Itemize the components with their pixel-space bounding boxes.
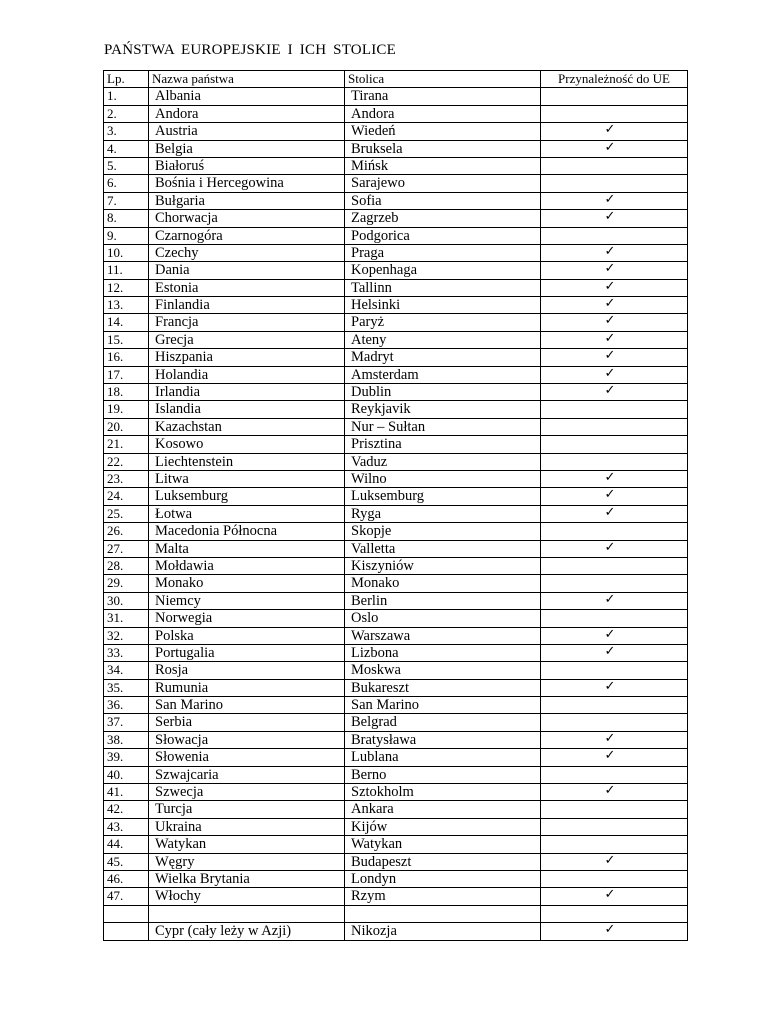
page-title: PAŃSTWA EUROPEJSKIE I ICH STOLICE <box>104 42 396 58</box>
country-name: Austria <box>149 123 345 140</box>
row-number: 4. <box>104 140 149 157</box>
row-number: 21. <box>104 436 149 453</box>
eu-membership-cell <box>541 749 688 766</box>
eu-membership-cell <box>541 227 688 244</box>
table-row <box>104 210 688 227</box>
capital-name: Warszawa <box>345 627 541 644</box>
checkmark-icon: ✓ <box>604 279 616 293</box>
table-row <box>104 314 688 331</box>
row-number: 15. <box>104 331 149 348</box>
checkmark-icon: ✓ <box>604 140 616 154</box>
eu-membership-cell <box>541 853 688 870</box>
row-number: 1. <box>104 88 149 105</box>
eu-membership-cell <box>541 905 688 922</box>
table-row <box>104 870 688 887</box>
table-row <box>104 279 688 296</box>
eu-membership-cell <box>541 436 688 453</box>
country-name: Estonia <box>149 279 345 296</box>
row-number: 13. <box>104 297 149 314</box>
checkmark-icon: ✓ <box>604 644 616 658</box>
capital-name: Wilno <box>345 470 541 487</box>
capital-name <box>345 905 541 922</box>
eu-membership-cell <box>541 818 688 835</box>
eu-membership-cell <box>541 157 688 174</box>
row-number: 31. <box>104 610 149 627</box>
country-name: Niemcy <box>149 592 345 609</box>
row-number: 36. <box>104 697 149 714</box>
checkmark-icon: ✓ <box>604 853 616 867</box>
eu-membership-cell <box>541 523 688 540</box>
capital-name: Paryż <box>345 314 541 331</box>
table-row <box>104 749 688 766</box>
eu-membership-cell <box>541 401 688 418</box>
row-number: 7. <box>104 192 149 209</box>
row-number: 3. <box>104 123 149 140</box>
eu-membership-cell <box>541 540 688 557</box>
capital-name: Tallinn <box>345 279 541 296</box>
country-name: Islandia <box>149 401 345 418</box>
table-row <box>104 244 688 261</box>
row-number: 42. <box>104 801 149 818</box>
checkmark-icon: ✓ <box>604 470 616 484</box>
capital-name: Berlin <box>345 592 541 609</box>
row-number: 39. <box>104 749 149 766</box>
eu-membership-cell <box>541 488 688 505</box>
eu-membership-cell <box>541 575 688 592</box>
capital-name: Madryt <box>345 349 541 366</box>
capital-name: Berno <box>345 766 541 783</box>
checkmark-icon: ✓ <box>604 887 616 902</box>
eu-membership-cell <box>541 784 688 801</box>
country-name: Finlandia <box>149 297 345 314</box>
eu-membership-cell <box>541 470 688 487</box>
country-name: Holandia <box>149 366 345 383</box>
capital-name: Helsinki <box>345 297 541 314</box>
row-number: 40. <box>104 766 149 783</box>
eu-membership-cell <box>541 801 688 818</box>
capital-name: Tirana <box>345 88 541 105</box>
country-name: Macedonia Północna <box>149 523 345 540</box>
country-name: Cypr (cały leży w Azji) <box>149 923 345 940</box>
eu-membership-cell <box>541 592 688 609</box>
row-number: 27. <box>104 540 149 557</box>
table-row <box>104 331 688 348</box>
header-capital: Stolica <box>345 71 541 88</box>
country-name: Grecja <box>149 331 345 348</box>
country-name: Czarnogóra <box>149 227 345 244</box>
table-row <box>104 888 688 905</box>
eu-membership-cell <box>541 105 688 122</box>
country-name: Andora <box>149 105 345 122</box>
header-country: Nazwa państwa <box>149 71 345 88</box>
table-header <box>104 71 688 88</box>
eu-membership-cell <box>541 192 688 209</box>
country-name: Włochy <box>149 888 345 905</box>
country-name: Rosja <box>149 662 345 679</box>
capital-name: Lublana <box>345 749 541 766</box>
eu-membership-cell <box>541 175 688 192</box>
table-row <box>104 905 688 922</box>
country-name: Litwa <box>149 470 345 487</box>
table-row <box>104 853 688 870</box>
row-number: 10. <box>104 244 149 261</box>
row-number: 32. <box>104 627 149 644</box>
checkmark-icon: ✓ <box>604 192 616 206</box>
row-number: 47. <box>104 888 149 905</box>
country-name: Słowenia <box>149 749 345 766</box>
checkmark-icon: ✓ <box>604 592 616 606</box>
eu-membership-cell <box>541 505 688 522</box>
country-name: Szwecja <box>149 784 345 801</box>
country-name: Malta <box>149 540 345 557</box>
table-row <box>104 575 688 592</box>
header-eu-membership: Przynależność do UE <box>541 71 688 88</box>
capital-name: Sztokholm <box>345 784 541 801</box>
capital-name: Prisztina <box>345 436 541 453</box>
capital-name: Podgorica <box>345 227 541 244</box>
capital-name: Zagrzeb <box>345 210 541 227</box>
table-row <box>104 592 688 609</box>
capital-name: Ryga <box>345 505 541 522</box>
eu-membership-cell <box>541 679 688 696</box>
country-name: Polska <box>149 627 345 644</box>
row-number: 20. <box>104 418 149 435</box>
country-name: Francja <box>149 314 345 331</box>
capital-name: Amsterdam <box>345 366 541 383</box>
checkmark-icon: ✓ <box>604 383 616 398</box>
capital-name: Monako <box>345 575 541 592</box>
row-number: 41. <box>104 784 149 801</box>
checkmark-icon: ✓ <box>604 348 616 363</box>
row-number: 19. <box>104 401 149 418</box>
table-row <box>104 105 688 122</box>
row-number: 33. <box>104 644 149 661</box>
eu-membership-cell <box>541 279 688 296</box>
row-number: 43. <box>104 818 149 835</box>
row-number: 14. <box>104 314 149 331</box>
row-number: 45. <box>104 853 149 870</box>
country-name: Norwegia <box>149 610 345 627</box>
eu-membership-cell <box>541 244 688 261</box>
table-row <box>104 470 688 487</box>
row-number: 23. <box>104 470 149 487</box>
checkmark-icon: ✓ <box>604 731 616 745</box>
row-number: 16. <box>104 349 149 366</box>
table-row <box>104 731 688 748</box>
eu-membership-cell <box>541 331 688 348</box>
row-number: 11. <box>104 262 149 279</box>
capital-name: Wiedeń <box>345 123 541 140</box>
capital-name: Rzym <box>345 888 541 905</box>
country-name: Chorwacja <box>149 210 345 227</box>
capital-name: Bratysława <box>345 731 541 748</box>
eu-membership-cell <box>541 610 688 627</box>
eu-membership-cell <box>541 766 688 783</box>
row-number: 30. <box>104 592 149 609</box>
table-row <box>104 923 688 940</box>
country-name: Łotwa <box>149 505 345 522</box>
checkmark-icon: ✓ <box>604 209 616 224</box>
capital-name: Kopenhaga <box>345 262 541 279</box>
country-name: Belgia <box>149 140 345 157</box>
row-number: 24. <box>104 488 149 505</box>
capital-name: Sarajewo <box>345 175 541 192</box>
country-name: Szwajcaria <box>149 766 345 783</box>
row-number: 26. <box>104 523 149 540</box>
capital-name: Dublin <box>345 384 541 401</box>
capital-name: Kiszyniów <box>345 557 541 574</box>
table-row <box>104 766 688 783</box>
eu-membership-cell <box>541 557 688 574</box>
eu-membership-cell <box>541 210 688 227</box>
row-number: 22. <box>104 453 149 470</box>
header-row <box>104 71 688 88</box>
eu-membership-cell <box>541 297 688 314</box>
country-name: Bułgaria <box>149 192 345 209</box>
capital-name: Bukareszt <box>345 679 541 696</box>
country-name: Turcja <box>149 801 345 818</box>
checkmark-icon: ✓ <box>604 540 616 554</box>
checkmark-icon: ✓ <box>604 244 616 258</box>
eu-membership-cell <box>541 314 688 331</box>
eu-membership-cell <box>541 262 688 279</box>
table-row <box>104 662 688 679</box>
capital-name: Ankara <box>345 801 541 818</box>
row-number: 18. <box>104 384 149 401</box>
row-number: 6. <box>104 175 149 192</box>
row-number: 37. <box>104 714 149 731</box>
capital-name: Luksemburg <box>345 488 541 505</box>
eu-membership-cell <box>541 714 688 731</box>
checkmark-icon: ✓ <box>604 122 616 137</box>
capital-name: Moskwa <box>345 662 541 679</box>
capital-name: Mińsk <box>345 157 541 174</box>
table-row <box>104 540 688 557</box>
row-number: 44. <box>104 836 149 853</box>
country-name: Irlandia <box>149 384 345 401</box>
capital-name: Kijów <box>345 818 541 835</box>
table-row <box>104 157 688 174</box>
country-name: Kosowo <box>149 436 345 453</box>
table-row <box>104 140 688 157</box>
table-row <box>104 697 688 714</box>
country-name: Watykan <box>149 836 345 853</box>
checkmark-icon: ✓ <box>604 313 616 328</box>
row-number: 34. <box>104 662 149 679</box>
table-row <box>104 262 688 279</box>
checkmark-icon: ✓ <box>604 783 616 798</box>
row-number <box>104 923 149 940</box>
country-name: Wielka Brytania <box>149 870 345 887</box>
country-name: Albania <box>149 88 345 105</box>
country-name <box>149 905 345 922</box>
capital-name: Belgrad <box>345 714 541 731</box>
eu-membership-cell <box>541 453 688 470</box>
table-row <box>104 192 688 209</box>
eu-membership-cell <box>541 627 688 644</box>
checkmark-icon: ✓ <box>604 331 616 345</box>
table-row <box>104 523 688 540</box>
table-row <box>104 557 688 574</box>
capital-name: Londyn <box>345 870 541 887</box>
row-number: 29. <box>104 575 149 592</box>
country-name: Hiszpania <box>149 349 345 366</box>
country-name: Węgry <box>149 853 345 870</box>
eu-membership-cell <box>541 836 688 853</box>
checkmark-icon: ✓ <box>604 261 616 276</box>
table-row <box>104 88 688 105</box>
row-number: 12. <box>104 279 149 296</box>
table-row <box>104 784 688 801</box>
row-number: 46. <box>104 870 149 887</box>
table-row <box>104 505 688 522</box>
row-number: 35. <box>104 679 149 696</box>
checkmark-icon: ✓ <box>604 922 616 937</box>
eu-membership-cell <box>541 923 688 940</box>
eu-membership-cell <box>541 349 688 366</box>
country-name: Bośnia i Hercegowina <box>149 175 345 192</box>
country-name: Portugalia <box>149 644 345 661</box>
table-row <box>104 401 688 418</box>
table-row <box>104 818 688 835</box>
capital-name: Andora <box>345 105 541 122</box>
row-number: 28. <box>104 557 149 574</box>
table-body <box>104 88 688 940</box>
capital-name: Nur – Sułtan <box>345 418 541 435</box>
country-name: Dania <box>149 262 345 279</box>
capital-name: Watykan <box>345 836 541 853</box>
country-name: Serbia <box>149 714 345 731</box>
eu-membership-cell <box>541 88 688 105</box>
table-row <box>104 801 688 818</box>
table-row <box>104 453 688 470</box>
eu-membership-cell <box>541 697 688 714</box>
table-row <box>104 418 688 435</box>
capital-name: Budapeszt <box>345 853 541 870</box>
table-row <box>104 123 688 140</box>
table-row <box>104 366 688 383</box>
checkmark-icon: ✓ <box>604 627 616 641</box>
country-name: Kazachstan <box>149 418 345 435</box>
country-name: Luksemburg <box>149 488 345 505</box>
capital-name: Skopje <box>345 523 541 540</box>
eu-membership-cell <box>541 644 688 661</box>
table-row <box>104 644 688 661</box>
checkmark-icon: ✓ <box>604 296 616 311</box>
table-row <box>104 610 688 627</box>
capital-name: Sofia <box>345 192 541 209</box>
table-row <box>104 384 688 401</box>
row-number: 2. <box>104 105 149 122</box>
row-number: 9. <box>104 227 149 244</box>
table-row <box>104 175 688 192</box>
eu-membership-cell <box>541 123 688 140</box>
country-name: Liechtenstein <box>149 453 345 470</box>
capital-name: Ateny <box>345 331 541 348</box>
row-number: 38. <box>104 731 149 748</box>
table-row <box>104 436 688 453</box>
eu-membership-cell <box>541 870 688 887</box>
capital-name: Bruksela <box>345 140 541 157</box>
table-row <box>104 836 688 853</box>
country-name: Czechy <box>149 244 345 261</box>
capital-name: Nikozja <box>345 923 541 940</box>
country-name: San Marino <box>149 697 345 714</box>
country-name: Ukraina <box>149 818 345 835</box>
eu-membership-cell <box>541 366 688 383</box>
country-name: Słowacja <box>149 731 345 748</box>
country-name: Rumunia <box>149 679 345 696</box>
row-number: 5. <box>104 157 149 174</box>
capital-name: San Marino <box>345 697 541 714</box>
capital-name: Lizbona <box>345 644 541 661</box>
checkmark-icon: ✓ <box>604 748 616 763</box>
table-row <box>104 349 688 366</box>
checkmark-icon: ✓ <box>604 505 616 519</box>
table-row <box>104 227 688 244</box>
eu-membership-cell <box>541 418 688 435</box>
table-row <box>104 297 688 314</box>
table-row <box>104 679 688 696</box>
eu-membership-cell <box>541 140 688 157</box>
country-name: Mołdawia <box>149 557 345 574</box>
capital-name: Oslo <box>345 610 541 627</box>
table-row <box>104 627 688 644</box>
capital-name: Valletta <box>345 540 541 557</box>
header-number: Lp. <box>104 71 149 88</box>
country-name: Białoruś <box>149 157 345 174</box>
checkmark-icon: ✓ <box>604 366 616 380</box>
row-number <box>104 905 149 922</box>
table-row <box>104 488 688 505</box>
checkmark-icon: ✓ <box>604 679 616 693</box>
eu-membership-cell <box>541 384 688 401</box>
capital-name: Vaduz <box>345 453 541 470</box>
eu-membership-cell <box>541 731 688 748</box>
row-number: 8. <box>104 210 149 227</box>
country-name: Monako <box>149 575 345 592</box>
checkmark-icon: ✓ <box>604 487 616 502</box>
eu-membership-cell <box>541 662 688 679</box>
capital-name: Reykjavik <box>345 401 541 418</box>
row-number: 17. <box>104 366 149 383</box>
row-number: 25. <box>104 505 149 522</box>
table-row <box>104 714 688 731</box>
eu-membership-cell <box>541 888 688 905</box>
capital-name: Praga <box>345 244 541 261</box>
countries-table <box>103 70 688 941</box>
